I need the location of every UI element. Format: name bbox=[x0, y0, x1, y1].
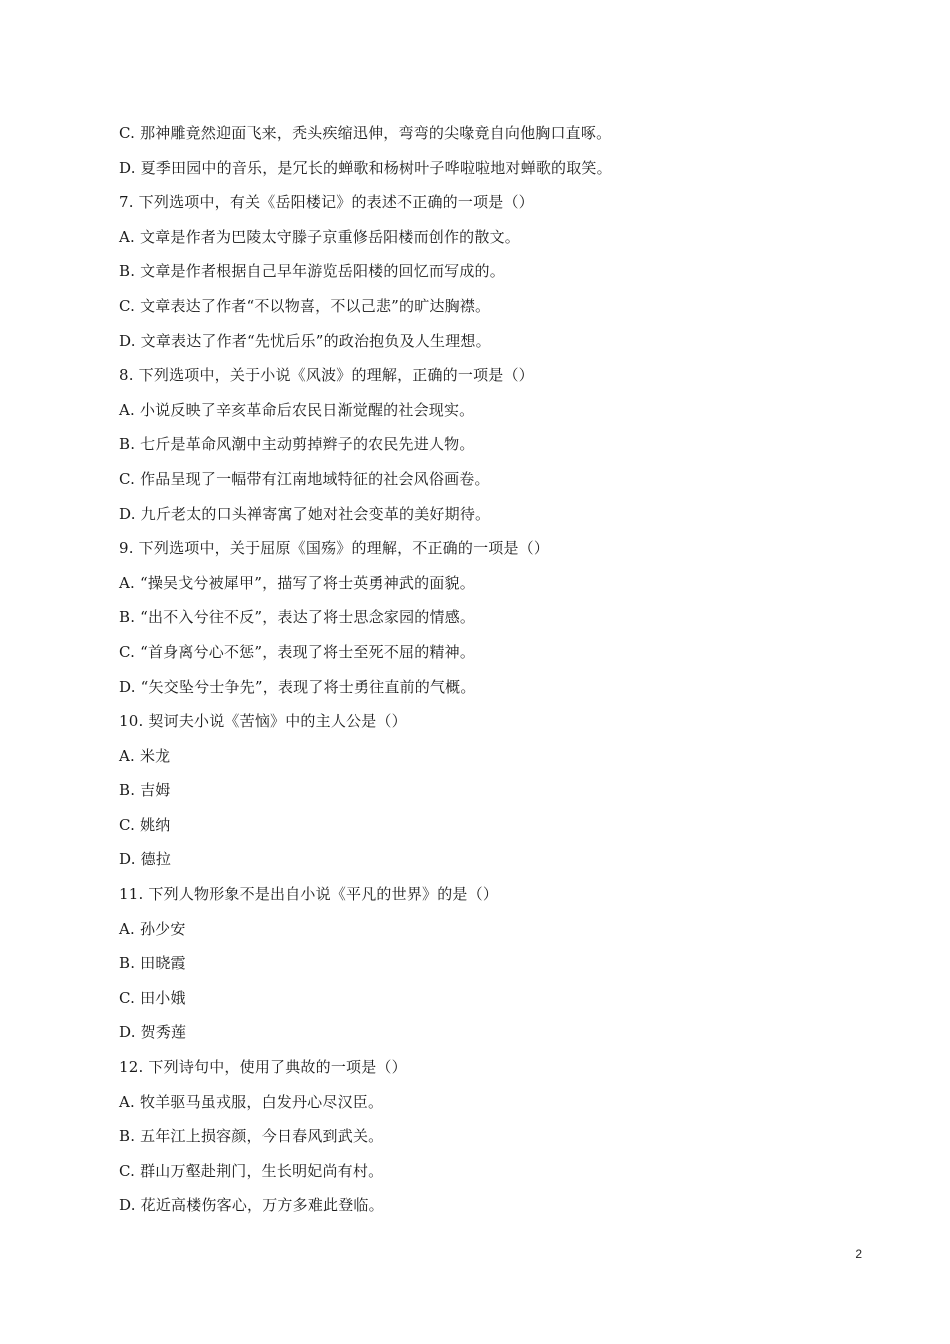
option-b-q7: B. 文章是作者根据自己早年游览岳阳楼的回忆而写成的。 bbox=[119, 262, 505, 281]
option-d-q6: D. 夏季田园中的音乐，是冗长的蝉歌和杨树叶子哗啦啦地对蝉歌的取笑。 bbox=[119, 158, 612, 177]
option-a-q11: A. 孙少安 bbox=[119, 919, 186, 938]
question-11: 11. 下列人物形象不是出自小说《平凡的世界》的是（） bbox=[119, 885, 499, 904]
question-12: 12. 下列诗句中，使用了典故的一项是（） bbox=[119, 1058, 407, 1077]
page-number: 2 bbox=[855, 1247, 862, 1261]
option-b-q12: B. 五年江上损容颜，今日春风到武关。 bbox=[119, 1127, 384, 1146]
option-b-q8: B. 七斤是革命风潮中主动剪掉辫子的农民先进人物。 bbox=[119, 435, 475, 454]
option-a-q10: A. 米龙 bbox=[119, 746, 171, 765]
question-9: 9. 下列选项中，关于屈原《国殇》的理解，不正确的一项是（） bbox=[119, 539, 550, 558]
option-d-q9: D. “矢交坠兮士争先”，表现了将士勇往直前的气概。 bbox=[119, 677, 476, 696]
option-c-q7: C. 文章表达了作者“不以物喜，不以己悲”的旷达胸襟。 bbox=[119, 296, 491, 315]
option-a-q7: A. 文章是作者为巴陵太守滕子京重修岳阳楼而创作的散文。 bbox=[119, 227, 520, 246]
option-a-q9: A. “操吴戈兮被犀甲”，描写了将士英勇神武的面貌。 bbox=[119, 573, 475, 592]
option-d-q8: D. 九斤老太的口头禅寄寓了她对社会变革的美好期待。 bbox=[119, 504, 491, 523]
option-c-q10: C. 姚纳 bbox=[119, 815, 171, 834]
question-8: 8. 下列选项中，关于小说《风波》的理解，正确的一项是（） bbox=[119, 366, 534, 385]
option-b-q10: B. 吉姆 bbox=[119, 781, 171, 800]
document-body bbox=[119, 116, 879, 1223]
option-a-q12: A. 牧羊驱马虽戎服，白发丹心尽汉臣。 bbox=[119, 1092, 384, 1111]
option-c-q6: C. 那神雕竟然迎面飞来，秃头疾缩迅伸，弯弯的尖喙竟自向他胸口直啄。 bbox=[119, 124, 612, 142]
option-d-q11: D. 贺秀莲 bbox=[119, 1023, 187, 1042]
option-d-q10: D. 德拉 bbox=[119, 850, 172, 869]
option-a-q8: A. 小说反映了辛亥革命后农民日渐觉醒的社会现实。 bbox=[119, 400, 475, 419]
option-b-q9: B. “出不入兮往不反”，表达了将士思念家园的情感。 bbox=[119, 608, 476, 627]
option-c-q11: C. 田小娥 bbox=[119, 988, 186, 1007]
option-c-q9: C. “首身离兮心不惩”，表现了将士至死不屈的精神。 bbox=[119, 642, 476, 661]
option-d-q7: D. 文章表达了作者“先忧后乐”的政治抱负及人生理想。 bbox=[119, 331, 491, 350]
option-c-q12: C. 群山万壑赴荆门，生长明妃尚有村。 bbox=[119, 1161, 384, 1180]
option-c-q8: C. 作品呈现了一幅带有江南地域特征的社会风俗画卷。 bbox=[119, 469, 490, 488]
question-10: 10. 契诃夫小说《苦恼》中的主人公是（） bbox=[119, 712, 407, 731]
question-7: 7. 下列选项中，有关《岳阳楼记》的表述不正确的一项是（） bbox=[119, 193, 534, 212]
option-d-q12: D. 花近高楼伤客心，万方多难此登临。 bbox=[119, 1196, 384, 1215]
option-b-q11: B. 田晓霞 bbox=[119, 954, 186, 973]
